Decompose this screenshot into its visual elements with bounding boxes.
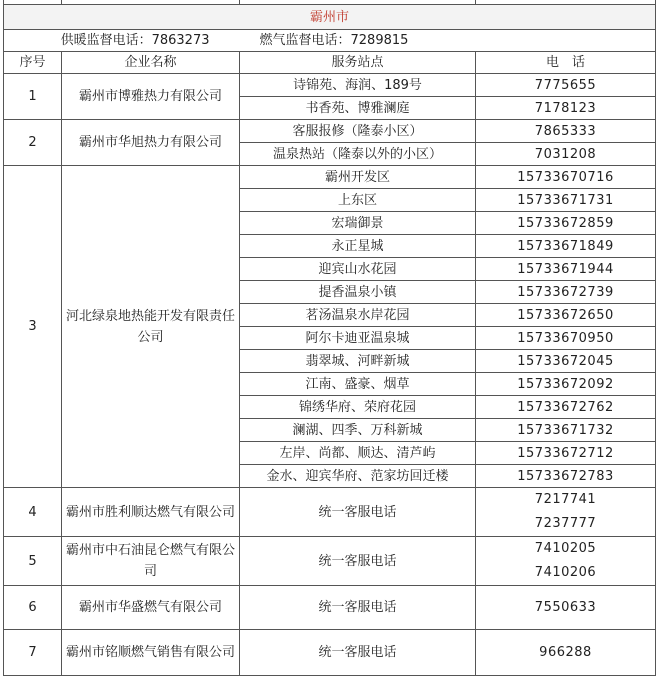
table-row xyxy=(4,166,656,189)
row-number: 1 xyxy=(4,74,62,120)
phone-number xyxy=(476,488,656,537)
phone-number: 15733671731 xyxy=(476,189,656,212)
table-row xyxy=(4,537,656,586)
company-name: 霸州市华旭热力有限公司 xyxy=(62,120,240,166)
phone-line: 7217741 xyxy=(534,492,597,507)
table-row xyxy=(4,630,656,676)
station-name: 宏瑞御景 xyxy=(240,212,476,235)
phone-line: 7237777 xyxy=(534,516,597,531)
table-row xyxy=(4,74,656,97)
station-name: 左岸、尚都、顺达、清芦屿 xyxy=(240,442,476,465)
phone-number: 15733672739 xyxy=(476,281,656,304)
phone-number: 15733672762 xyxy=(476,396,656,419)
phone-line: 7410205 xyxy=(534,541,597,556)
header-phone: 电 话 xyxy=(476,52,656,74)
phone-number xyxy=(476,537,656,586)
station-name: 客服报修（隆泰小区） xyxy=(240,120,476,143)
station-name: 统一客服电话 xyxy=(240,488,476,537)
station-name: 书香苑、博雅澜庭 xyxy=(240,97,476,120)
phone-number: 7178123 xyxy=(476,97,656,120)
phone-number: 15733671944 xyxy=(476,258,656,281)
station-name: 翡翠城、河畔新城 xyxy=(240,350,476,373)
station-name: 统一客服电话 xyxy=(240,537,476,586)
phone-number: 15733672712 xyxy=(476,442,656,465)
station-name: 霸州开发区 xyxy=(240,166,476,189)
row-number: 6 xyxy=(4,586,62,630)
row-number: 4 xyxy=(4,488,62,537)
station-name: 温泉热站（隆泰以外的小区） xyxy=(240,143,476,166)
station-name: 澜湖、四季、万科新城 xyxy=(240,419,476,442)
station-name: 锦绣华府、荣府花园 xyxy=(240,396,476,419)
phone-number: 15733672092 xyxy=(476,373,656,396)
phone-number: 15733670716 xyxy=(476,166,656,189)
station-name: 阿尔卡迪亚温泉城 xyxy=(240,327,476,350)
table-row xyxy=(4,120,656,143)
row-number: 3 xyxy=(4,166,62,488)
phone-number: 15733671849 xyxy=(476,235,656,258)
row-number: 5 xyxy=(4,537,62,586)
company-name: 河北绿泉地热能开发有限责任公司 xyxy=(62,166,240,488)
station-name: 统一客服电话 xyxy=(240,630,476,676)
header-row xyxy=(4,52,656,74)
station-name: 统一客服电话 xyxy=(240,586,476,630)
phone-number: 966288 xyxy=(476,630,656,676)
header-station: 服务站点 xyxy=(240,52,476,74)
company-name: 霸州市博雅热力有限公司 xyxy=(62,74,240,120)
company-name: 霸州市铭顺燃气销售有限公司 xyxy=(62,630,240,676)
phone-number: 7031208 xyxy=(476,143,656,166)
phone-number: 15733672045 xyxy=(476,350,656,373)
city-title: 霸州市 xyxy=(4,5,656,30)
row-number: 2 xyxy=(4,120,62,166)
station-name: 迎宾山水花园 xyxy=(240,258,476,281)
station-name: 诗锦苑、海润、189号 xyxy=(240,74,476,97)
table-row xyxy=(4,586,656,630)
heating-supervision-phone: 供暖监督电话：7863273 xyxy=(4,30,240,52)
phone-number: 15733670950 xyxy=(476,327,656,350)
station-name: 永正星城 xyxy=(240,235,476,258)
station-name: 上东区 xyxy=(240,189,476,212)
company-name: 霸州市华盛燃气有限公司 xyxy=(62,586,240,630)
phone-number: 15733672650 xyxy=(476,304,656,327)
gas-supervision-phone: 燃气监督电话：7289815 xyxy=(240,30,656,52)
phone-number: 15733671732 xyxy=(476,419,656,442)
company-name: 霸州市中石油昆仑燃气有限公司 xyxy=(62,537,240,586)
header-company: 企业名称 xyxy=(62,52,240,74)
station-name: 江南、盛豪、烟草 xyxy=(240,373,476,396)
station-name: 金水、迎宾华府、范家坊回迁楼 xyxy=(240,465,476,488)
phone-number: 15733672783 xyxy=(476,465,656,488)
phone-number: 7775655 xyxy=(476,74,656,97)
city-row xyxy=(4,5,656,30)
phone-number: 15733672859 xyxy=(476,212,656,235)
station-name: 提香温泉小镇 xyxy=(240,281,476,304)
table-row xyxy=(4,488,656,537)
phone-number: 7865333 xyxy=(476,120,656,143)
supervision-row xyxy=(4,30,656,52)
phone-number: 7550633 xyxy=(476,586,656,630)
header-no: 序号 xyxy=(4,52,62,74)
station-name: 茗汤温泉水岸花园 xyxy=(240,304,476,327)
phone-line: 7410206 xyxy=(534,565,597,580)
company-name: 霸州市胜利顺达燃气有限公司 xyxy=(62,488,240,537)
contact-table xyxy=(3,0,656,676)
row-number: 7 xyxy=(4,630,62,676)
